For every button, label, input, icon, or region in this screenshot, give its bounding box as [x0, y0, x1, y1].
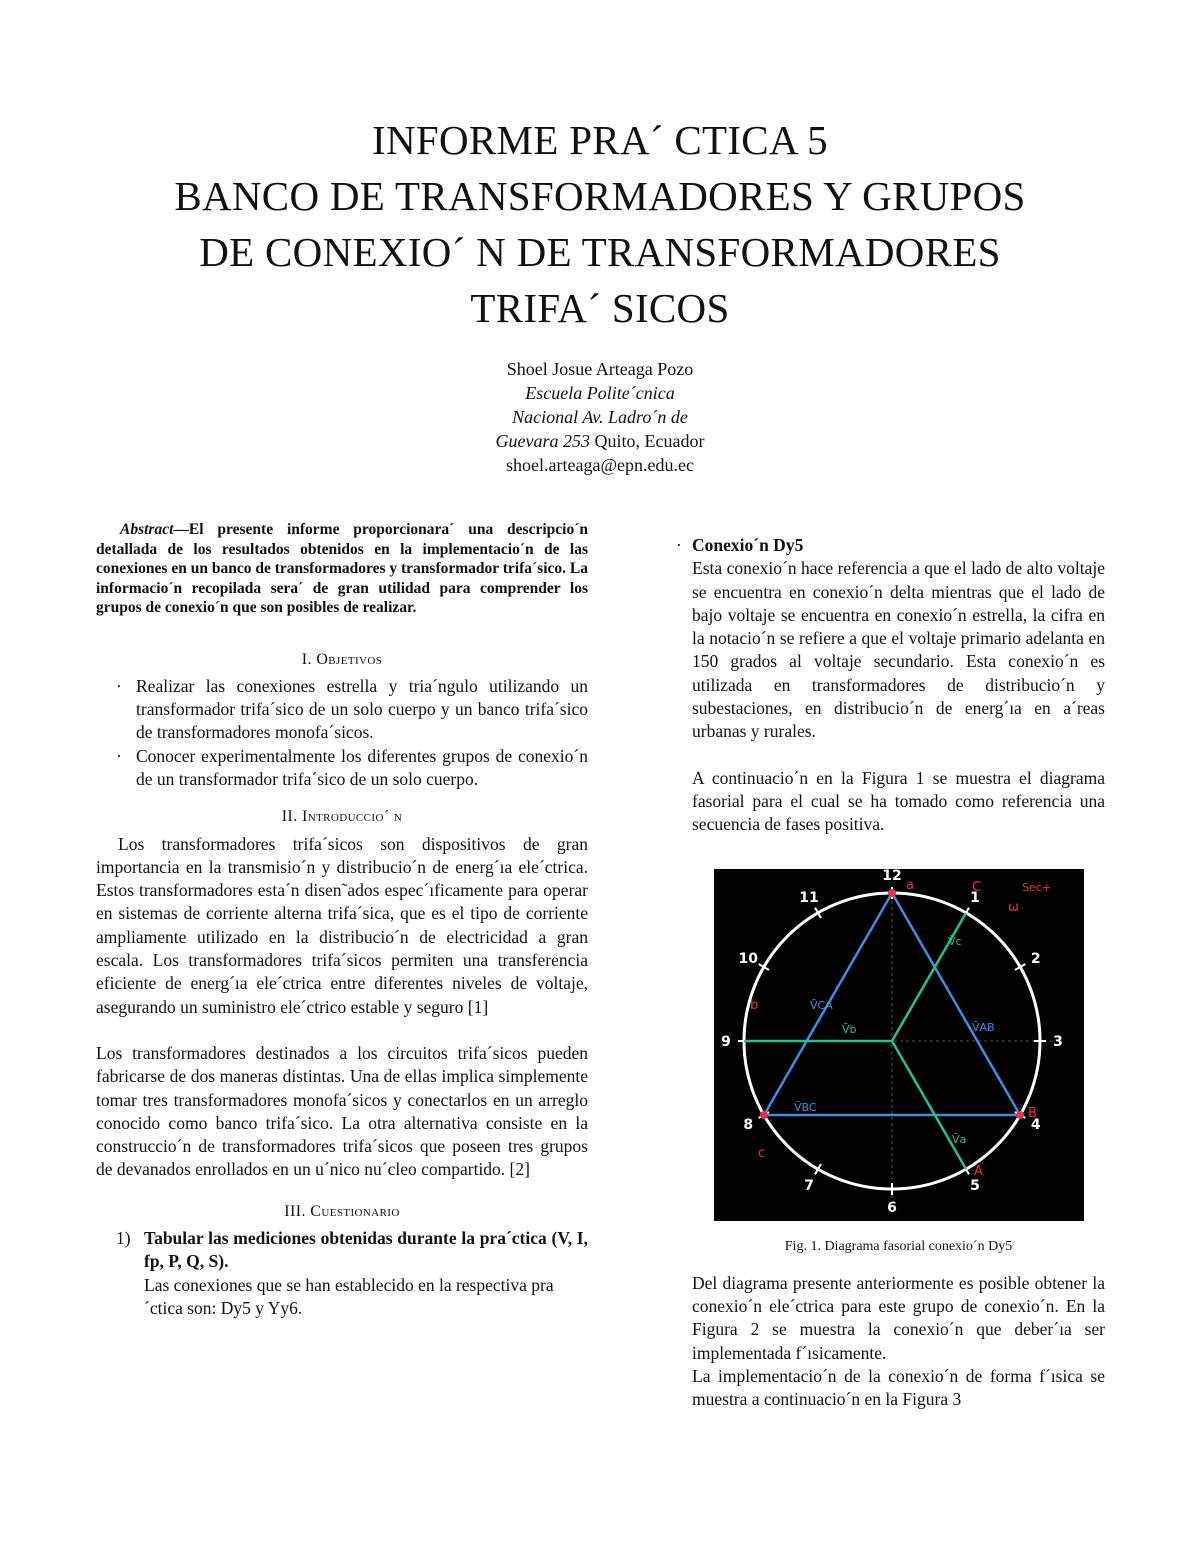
title-line-4: TRIFA´ SICOS	[470, 285, 730, 331]
intro-paragraph-2: Los transformadores destinados a los circuitos trifa´sicos pueden fabricarse de dos maneras distintas. Una de ellas implica simplemente tomar tres transformadores monofa´sicos y conectarlos en un arreglo conocido como banco trifa´sico. La otra alternativa consiste en la construccio´n de transformadores trifa´sicos que poseen tres grupos de devanados enrollados en un u´nico nu´cleo compartido. [2]	[96, 1042, 588, 1180]
intro-paragraph-1: Los transformadores trifa´sicos son dispositivos de gran importancia en la transmisio´n y distribucio´n de energ´ıa ele´ctrica. Estos transformadores esta´n disen˜ados espec´ıficamente para operar en sistemas de corriente alterna trifa´sica, que es el tipo de corriente ampliamente utilizado en la distribucio´n de electricidad a gran escala. Los transformadores trifa´sicos permiten una transferencia eficiente de energ´ıa ele´ctrica entre diferentes niveles de voltaje, asegurando un suministro ele´ctrico estable y seguro [1]	[96, 833, 588, 1017]
hour-label-12: 12	[882, 868, 902, 884]
hour-label-7: 7	[804, 1177, 814, 1194]
section-number: I.	[301, 650, 312, 668]
author-block	[0, 357, 1200, 477]
bullet: ·	[676, 535, 682, 555]
hour-label-1: 1	[970, 889, 980, 906]
question-answer: Las conexiones que se han establecido en la respectiva pra´ctica son: Dy5 y Yy6.	[144, 1274, 554, 1318]
hour-label-9: 9	[721, 1033, 731, 1050]
affiliation-line-3	[0, 429, 1200, 453]
question-title: Tabular las mediciones obtenidas durante la pra´ctica (V, I, fp, P, Q, S).	[144, 1228, 588, 1272]
abstract-text: El presente informe proporcionara´ una descripcio´n detallada de los resultados obtenidos en la implementacio´n de las conexiones en un banco de transformadores y transformador trifa´sico. La informacio´n recopilada sera´ de gran utilidad para comprender los grupos de conexio´n que son posibles de realizar.	[96, 521, 588, 616]
hour-label-6: 6	[887, 1199, 897, 1216]
omega-label: ω	[1008, 899, 1019, 915]
figure-background	[714, 869, 1084, 1221]
abstract	[96, 520, 588, 618]
label-va: V̄a	[952, 1132, 967, 1146]
objetivos-list	[96, 675, 588, 791]
paper-title	[0, 112, 1200, 336]
dy5-paragraph-2: A continuacio´n en la Figura 1 se muestra el diagrama fasorial para el cual se ha tomado como referencia una secuencia de fases positiva.	[692, 767, 1105, 835]
title-line-3: DE CONEXIO´ N DE TRANSFORMADORES	[199, 229, 1001, 275]
label-vc: V̄c	[948, 934, 962, 948]
list-item-text: Conocer experimentalmente los diferentes grupos de conexio´n de un transformador trifa´sico de un solo cuerpo.	[136, 745, 588, 789]
affiliation-address: Guevara 253	[495, 431, 590, 451]
dy5-paragraph-1: Esta conexio´n hace referencia a que el lado de alto voltaje se encuentra en conexio´n delta mientras que el lado de bajo voltaje se encuentra en conexio´n estrella, la cifra en la notacio´n se refiere a que el voltaje primario adelanta en 150 grados al voltaje secundario. Esta conexio´n es utilizada en transformadores de distribucio´n y subestaciones, en distribucio´n de energ´ıa en a´reas urbanas y rurales.	[692, 558, 1105, 742]
section-heading-introduccion	[96, 805, 588, 828]
hour-label-11: 11	[799, 889, 819, 906]
title-line-2: BANCO DE TRANSFORMADORES Y GRUPOS	[174, 173, 1026, 219]
abstract-dash: —	[173, 521, 189, 538]
hour-label-2: 2	[1030, 950, 1041, 967]
vertex-label-B: B	[1028, 1105, 1037, 1121]
section-heading-objetivos	[96, 648, 588, 671]
section-number: III.	[284, 1202, 306, 1220]
vertex-marker-c	[760, 1111, 768, 1119]
affiliation-line-1: Escuela Polite´cnica	[525, 383, 675, 403]
question-number: 1)	[116, 1228, 131, 1249]
question-list	[96, 1227, 588, 1320]
dy5-paragraph-4: La implementacio´n de la conexio´n de forma f´ısica se muestra a continuacio´n en la Figura 3	[692, 1366, 1105, 1410]
hour-label-4: 4	[1030, 1116, 1041, 1133]
phasor-diagram	[714, 869, 1084, 1221]
label-vab: V̄AB	[972, 1020, 995, 1034]
vertex-label-C: C	[972, 879, 982, 895]
section-title: Cuestionario	[310, 1202, 400, 1220]
right-column	[676, 520, 1105, 1412]
label-vb: V̄b	[842, 1022, 857, 1036]
section-number: II.	[281, 808, 298, 826]
vertex-label-A: A	[974, 1163, 983, 1179]
list-item	[96, 745, 588, 792]
label-vbc: V̄BC	[794, 1100, 817, 1114]
vertex-label-c: c	[758, 1145, 766, 1161]
dy5-paragraph-3: Del diagrama presente anteriormente es posible obtener la conexio´n ele´ctrica para este grupo de conexio´n. En la Figura 2 se muestra la conexio´n que deber´ıa ser implementada f´ısicamente.	[692, 1272, 1105, 1363]
sequence-note: Sec+	[1022, 880, 1052, 894]
author-name: Shoel Josue Arteaga Pozo	[506, 359, 694, 379]
hour-label-5: 5	[970, 1177, 980, 1194]
question-item	[96, 1227, 588, 1320]
bullet: ·	[116, 675, 122, 696]
label-vca: V̄CA	[810, 998, 833, 1012]
section-title: Objetivos	[316, 650, 383, 668]
vertex-marker-b	[1016, 1111, 1024, 1119]
bullet: ·	[116, 745, 122, 766]
list-item-text: Realizar las conexiones estrella y tria´ngulo utilizando un transformador trifa´sico de un solo cuerpo y un banco trifa´sico de transformadores monofa´sicos.	[136, 675, 588, 743]
affiliation-line-2: Nacional Av. Ladro´n de	[512, 407, 688, 427]
left-column	[96, 520, 588, 1320]
section-heading-cuestionario	[96, 1200, 588, 1223]
author-email[interactable]: shoel.arteaga@epn.edu.ec	[506, 455, 694, 475]
list-item	[96, 675, 588, 745]
vertex-label-a: a	[906, 877, 914, 893]
affiliation-city: Quito, Ecuador	[590, 431, 705, 451]
hour-label-10: 10	[738, 950, 758, 967]
abstract-label: Abstract	[120, 521, 174, 538]
hour-label-3: 3	[1053, 1033, 1063, 1050]
title-line-1: INFORME PRA´ CTICA 5	[372, 117, 828, 163]
subsection-title: Conexio´n Dy5	[692, 535, 804, 555]
figure-1-caption: Fig. 1. Diagrama fasorial conexio´n Dy5	[784, 1238, 1013, 1254]
hour-label-8: 8	[743, 1116, 754, 1133]
vertex-label-b: b	[750, 997, 759, 1013]
subsection-heading-dy5	[676, 534, 1105, 557]
figure-1	[714, 869, 1084, 1221]
vertex-marker-a	[888, 889, 896, 897]
section-title: Introduccio´ n	[301, 808, 403, 826]
